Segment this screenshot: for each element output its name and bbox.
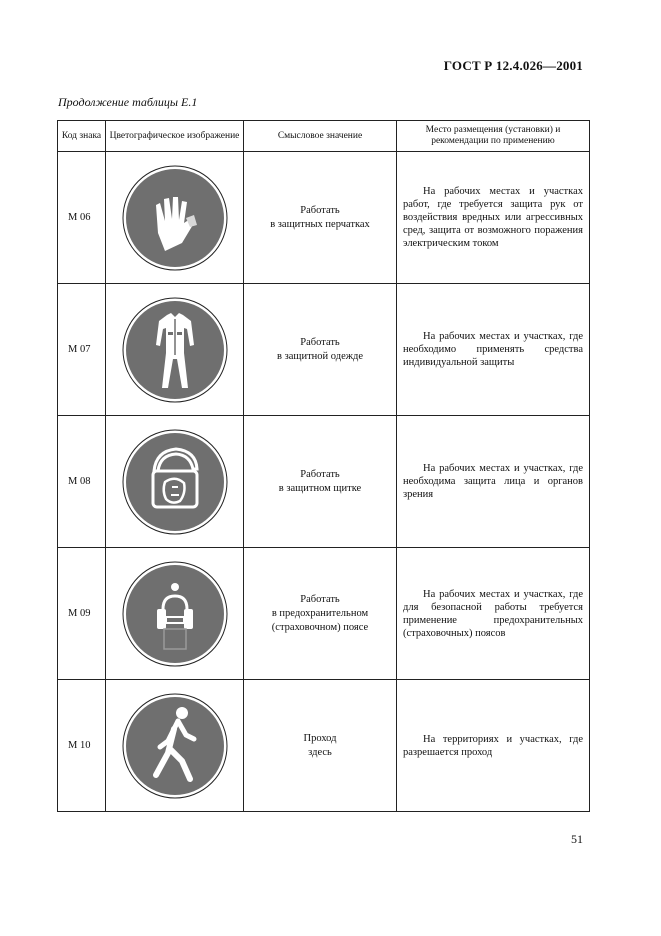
column-header-image: Цветографическое изображение (106, 121, 244, 152)
safety-harness-icon (120, 559, 230, 669)
sign-code: М 09 (58, 548, 106, 680)
table-row (58, 680, 590, 812)
meaning-line: здесь (308, 746, 332, 758)
meaning-line: Работать (300, 336, 340, 348)
sign-code: М 08 (58, 416, 106, 548)
table-header-row (58, 121, 590, 152)
placement-text: На рабочих местах и участках, где необходима защита лица и органов зрения (403, 463, 583, 500)
meaning-line: в защитных перчатках (270, 218, 370, 230)
table-row (58, 284, 590, 416)
meaning-line: Работать (300, 593, 340, 605)
meaning-line: Проход (303, 732, 337, 744)
gloves-icon (120, 163, 230, 273)
sign-code: М 06 (58, 152, 106, 284)
column-header-code: Код знака (58, 121, 106, 152)
column-header-placement: Место размещения (установки) и рекомендации по применению (397, 121, 590, 152)
meaning-line: в защитном щитке (278, 482, 362, 494)
table-caption: Продолжение таблицы Е.1 (58, 95, 198, 109)
document-header: ГОСТ Р 12.4.026—2001 (443, 58, 583, 73)
pedestrian-icon (120, 691, 230, 801)
placement-text: На рабочих местах и участках, где для безопасной работы требуется применение предохранительных (страховочных) поясов (403, 588, 583, 639)
column-header-meaning: Смысловое значение (244, 121, 397, 152)
page-number: 51 (571, 832, 583, 846)
sign-code: М 10 (58, 680, 106, 812)
placement-text: На рабочих местах и участках работ, где требуется защита рук от воздействия вредных или агрессивных сред, защита от возможного поражения электрическим током (403, 186, 583, 249)
table-row (58, 416, 590, 548)
meaning-line: Работать (300, 204, 340, 216)
meaning-line: Работать (300, 468, 340, 480)
meaning-line: в защитной одежде (276, 350, 363, 362)
face-shield-icon (120, 427, 230, 537)
protective-clothing-icon (120, 295, 230, 405)
table-row (58, 152, 590, 284)
sign-code: М 07 (58, 284, 106, 416)
signs-table (57, 120, 590, 812)
table-row (58, 548, 590, 680)
meaning-line: в предохранительном (271, 607, 369, 619)
placement-text: На территориях и участках, где разрешается проход (403, 733, 583, 758)
placement-text: На рабочих местах и участках, где необходимо применять средства индивидуальной защиты (403, 331, 583, 368)
meaning-line: (страховочном) поясе (271, 621, 369, 633)
